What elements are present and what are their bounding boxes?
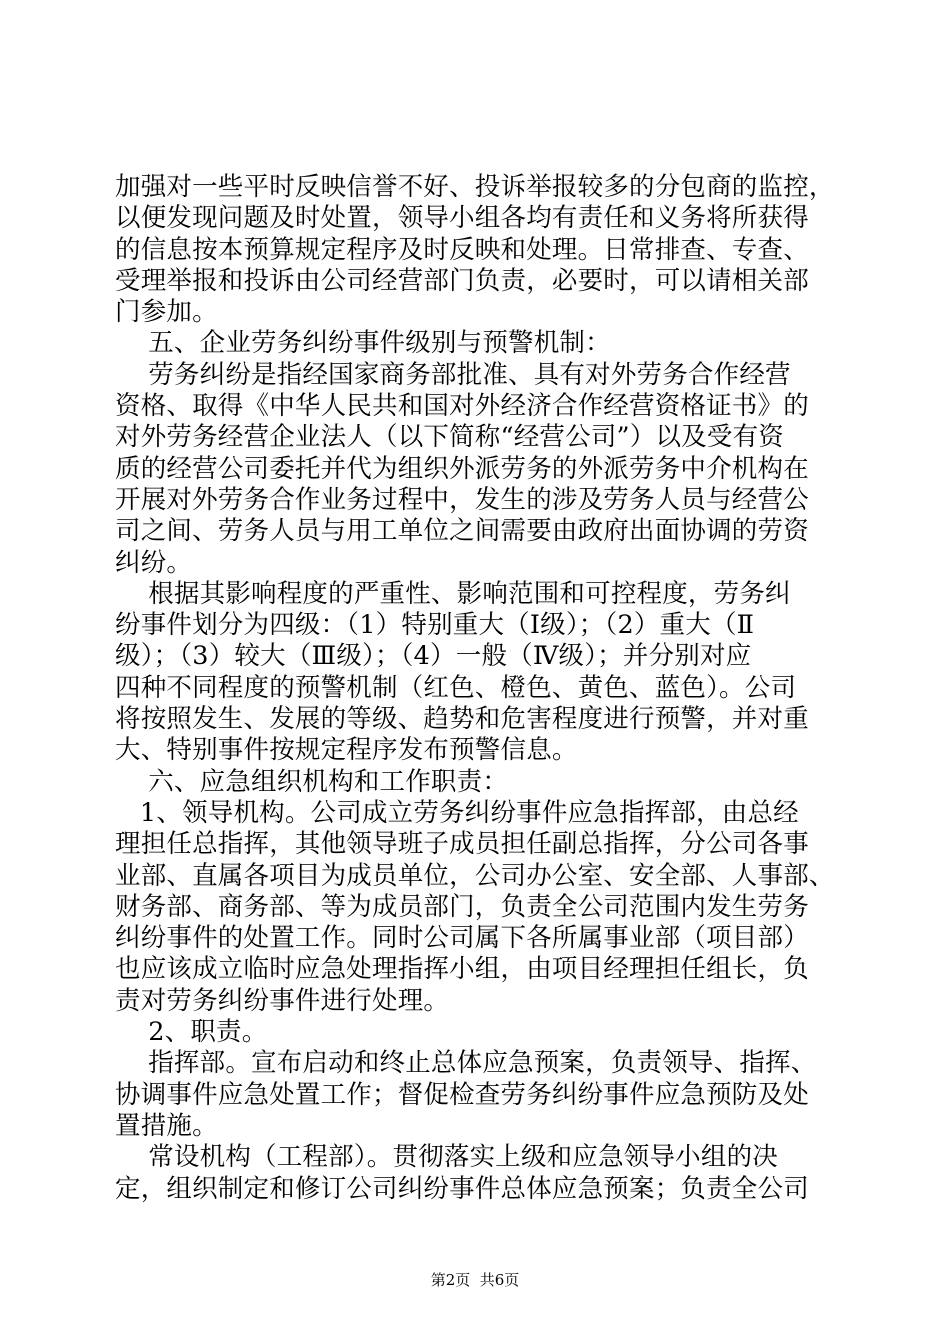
text-line: 业部、直属各项目为成员单位，公司办公室、安全部、人事部、 — [115, 860, 835, 891]
document-body — [115, 172, 835, 1205]
text-line: 四种不同程度的预警机制（红色、橙色、黄色、蓝色）。公司 — [115, 672, 797, 703]
text-line: 门参加。 — [115, 297, 218, 328]
text-line: 常设机构（工程部）。贯彻落实上级和应急领导小组的决 — [115, 1142, 778, 1173]
text-line: 置措施。 — [115, 1110, 218, 1141]
text-line: 协调事件应急处置工作；督促检查劳务纠纷事件应急预防及处 — [115, 1079, 809, 1110]
text-line: 财务部、商务部、等为成员部门，负责全公司范围内发生劳务 — [115, 891, 809, 922]
text-line: 加强对一些平时反映信誉不好、投诉举报较多的分包商的监控， — [115, 172, 835, 202]
section-heading-6: 六、应急组织机构和工作职责： — [115, 766, 509, 797]
text-line: 指挥部。宣布启动和终止总体应急预案，负责领导、指挥、 — [115, 1048, 817, 1079]
text-line: 也应该成立临时应急处理指挥小组，由项目经理担任组长，负 — [115, 954, 809, 985]
text-line: 定，组织制定和修订公司纠纷事件总体应急预案；负责全公司 — [115, 1173, 809, 1204]
text-line: 对外劳务经营企业法人（以下简称“经营公司”）以及受有资 — [115, 422, 784, 453]
text-line: 以便发现问题及时处置，领导小组各均有责任和义务将所获得 — [115, 203, 809, 234]
text-line: 劳务纠纷是指经国家商务部批准、具有对外劳务合作经营 — [115, 359, 791, 390]
text-line: 受理举报和投诉由公司经营部门负责，必要时，可以请相关部 — [115, 265, 809, 296]
text-line: 司之间、劳务人员与用工单位之间需要由政府出面协调的劳资 — [115, 516, 809, 547]
text-line: 大、特别事件按规定程序发布预警信息。 — [115, 735, 578, 766]
text-line: 纷事件划分为四级：（1）特别重大（Ⅰ级）；（2）重大（Ⅱ — [115, 610, 755, 641]
text-line: 资格、取得《中华人民共和国对外经济合作经营资格证书》的 — [115, 391, 809, 422]
text-line: 责对劳务纠纷事件进行处理。 — [115, 985, 450, 1016]
text-line: 质的经营公司委托并代为组织外派劳务的外派劳务中介机构在 — [115, 453, 809, 484]
text-line: 根据其影响程度的严重性、影响范围和可控程度，劳务纠 — [115, 578, 791, 609]
text-line: 的信息按本预算规定程序及时反映和处理。日常排查、专查、 — [115, 234, 809, 265]
page-number: 第2页 共6页 — [430, 1271, 520, 1289]
text-line: 理担任总指挥，其他领导班子成员担任副总指挥，分公司各事 — [115, 829, 809, 860]
section-heading-5: 五、企业劳务纠纷事件级别与预警机制： — [115, 328, 611, 359]
text-line: 级）；（3）较大（Ⅲ级）；（4）一般（Ⅳ级）；并分别对应 — [115, 641, 752, 672]
text-line: 纠纷。 — [115, 547, 193, 578]
text-line: 1、领导机构。公司成立劳务纠纷事件应急指挥部，由总经 — [115, 797, 799, 828]
text-line: 2、职责。 — [115, 1017, 268, 1048]
text-line: 纠纷事件的处置工作。同时公司属下各所属事业部（项目部） — [115, 923, 809, 954]
text-line: 将按照发生、发展的等级、趋势和危害程度进行预警，并对重 — [115, 704, 809, 735]
text-line: 开展对外劳务合作业务过程中，发生的涉及劳务人员与经营公 — [115, 484, 809, 515]
